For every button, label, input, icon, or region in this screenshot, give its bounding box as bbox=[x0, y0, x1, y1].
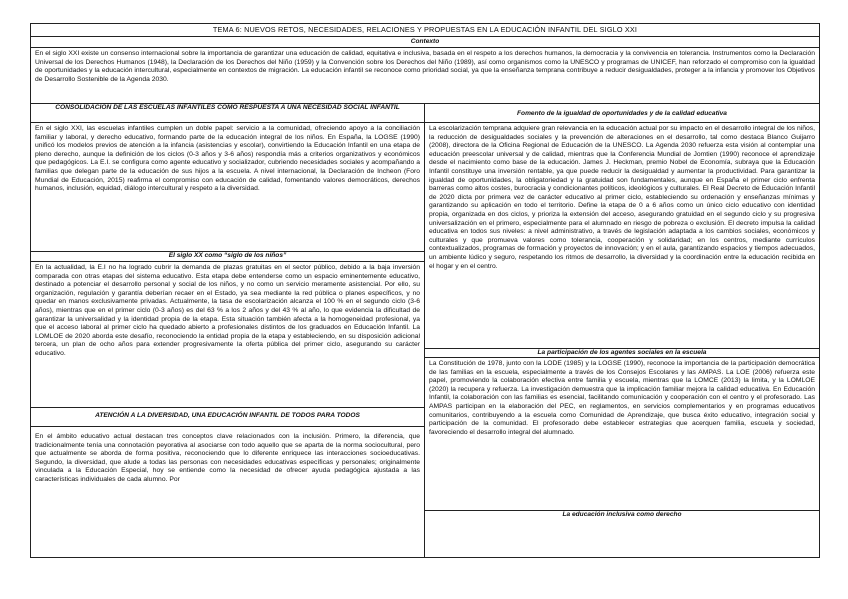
section-heading-consolidacion: CONSOLIDACIÓN DE LAS ESCUELAS INFANTILES COMO RESPUESTA A UNA NECESIDAD SOCIAL INFANTIL bbox=[31, 104, 424, 123]
spacer bbox=[425, 470, 819, 510]
section-heading-inclusiva: La educación inclusiva como derecho bbox=[425, 510, 819, 520]
section-paragraph-igualdad: La escolarización temprana adquiere gran relevancia en la educación actual por su impacto en el desarrollo integral de los niños, la reducción de desigualdades sociales y la prevención de alteraciones en el desarrollo, tal como destaca Blanco Guijarro (2008), directora de la Oficina Regional de Educación de la UNESCO. La Agenda 2030 refuerza esta visión al contemplar una educación preescolar universal y de calidad, mientras que la Conferencia Mundial de Jomtien (1990) reconoce el aprendizaje desde el nacimiento como base de la educación. James J. Heckman, premio Nobel de Economía, subraya que la Educación Infantil constituye una inversión rentable, ya que puede reducir la desigualdad y aumentar la productividad. Para garantizar la igualdad de oportunidades, la obligatoriedad y la gratuidad son fundamentales, aunque en España el primer ciclo enfrenta barreras como altos costes, burocracia y condicionantes políticos, ideológicos y culturales. El Real Decreto de Educación Infantil de 2020 dicta por primera vez de carácter educativo al primer ciclo, estableciendo su ordenación y enseñanzas mínimas y garantizando su aplicación en todo el territorio. Define la etapa de 0 a 6 años como un único ciclo educativo con identidad propia, organizada en dos ciclos, y prioriza la extensión del acceso, asegurando gratuidad en el segundo ciclo y su progresiva universalización en el primero, especialmente para el alumnado en riesgo de pobreza o exclusión. El decreto impulsa la calidad educativa en todos sus niveles: a nivel administrativo, a través de legislación adaptada a los cambios sociales, económicos y culturales y que promueva valores como tolerancia, cooperación y solidaridad; en los centros, mediante currículos contextualizados, programas de formación y proyectos de innovación; y en el aula, garantizando espacios y tiempos adecuados, un ambiente lúdico y seguro, respetando los ritmos de desarrollo, la diversidad y la coordinación entre la educación recibida en el hogar y en el centro. bbox=[429, 125, 815, 270]
section-paragraph-diversidad: En el ámbito educativo actual destacan tres conceptos clave relacionados con la inclusión. Primero, la diferencia, que tradicionalmente tenía una connotación peyorativa al asociarse con todo aquello que se aparta de la norma sociocultural, pero que actualmente se aborda de forma positiva, reconociendo que lo diferente enriquece las interacciones socioeducativas. Segundo, la diversidad, que alude a todas las personas con necesidades educativas específicas y personales; originalmente vinculada a la Educación Especial, hoy se entiende como la necesidad de ofrecer ayuda pedagógica ajustada a las características individuales de cada alumno. Por bbox=[35, 433, 420, 483]
section-paragraph-consolidacion: En el siglo XXI, las escuelas infantiles cumplen un doble papel: servicio a la comunidad, ofreciendo apoyo a la conciliación familiar y laboral, y derecho educativo, formando parte de la educación integral de los niños. En España, la LOGSE (1990) unificó los modelos previos de atención a la infancia (asistencias y escolar), convirtiendo la Educación Infantil en una etapa de pleno derecho, aunque la definición de los ciclos (0-3 años y 3-6 años) respondía más a criterios organizativos y económicos que pedagógicos. La E.I. se configura como agente educativo y socializador, cubriendo necesidades sociales y acompañando a familias que delegan parte de la educación de sus hijos a la escuela. A nivel internacional, la Declaración de Incheon (Foro Mundial de Educación, 2015) reafirma el compromiso con educación de calidad, fomentando valores democráticos, derechos humanos, inclusión, equidad, diálogo intercultural y respeto a la diversidad. bbox=[35, 125, 420, 193]
document-title: TEMA 6: NUEVOS RETOS, NECESIDADES, RELACIONES Y PROPUESTAS EN LA EDUCACIÓN INFANTIL DEL SIGLO XXI bbox=[31, 24, 819, 37]
document-sheet bbox=[30, 23, 820, 558]
context-heading: Contexto bbox=[31, 37, 819, 48]
context-paragraph: En el siglo XXI existe un consenso internacional sobre la importancia de garantizar una educación de calidad, equitativa e inclusiva, basada en el respeto a los derechos humanos, la democracia y la convivencia en tolerancia. Instrumentos como la Declaración Universal de los Derechos Humanos (1948), la Declaración de los Derechos del Niño (1959) y la Convención sobre los Derechos del Niño (1989), así como organismos como la UNESCO y programas de UNICEF, han reforzado el compromiso con la igualdad de oportunidades y la educación intercultural, especialmente en contextos de migración. La educación infantil se reconoce como prioridad social, ya que la enseñanza temprana contribuye a reducir desigualdades, proteger a la infancia y promover los Objetivos de Desarrollo Sostenible de la Agenda 2030. bbox=[31, 48, 819, 104]
two-column-body bbox=[31, 104, 819, 558]
section-heading-igualdad: Fomento de la igualdad de oportunidades y de la calidad educativa bbox=[425, 104, 819, 123]
section-heading-siglo-ninos: El siglo XX como “siglo de los niños” bbox=[31, 251, 424, 262]
section-heading-participacion: La participación de los agentes sociales en la escuela bbox=[425, 348, 819, 358]
section-paragraph-siglo-ninos: En la actualidad, la E.I no ha logrado cubrir la demanda de plazas gratuitas en el sector público, debido a la baja inversión comparada con otras etapas del sistema educativo. Esta etapa debe entenderse como un espacio eminentemente educativo, destinado a potenciar el desarrollo personal y social de los niños, y no como un servicio meramente asistencial. Por ello, su organización, regulación y garantía deberían recaer en el Estado, ya sea mediante la red pública o planes específicos, y no quedar en manos exclusivamente privadas. Actualmente, la tasa de escolarización alcanza el 100 % en el segundo ciclo (3-6 años), mientras que en el primer ciclo (0-3 años) es del 63 % a los 2 años y del 43 % al año, lo que evidencia la dificultad de garantizar la universalidad y la identidad propia de la etapa. Esta situación también afecta a la homogeneidad profesional, ya que el acceso laboral al primer ciclo ha quedado abierto a profesionales distintos de los graduados en Educación Infantil. La LOMLOE de 2020 aborda este desafío, reconociendo la entidad propia de la etapa y estableciendo, en su disposición adicional tercera, un plan de ocho años para extender progresivamente la oferta pública del primer ciclo, asegurando su carácter educativo. bbox=[35, 264, 420, 357]
section-heading-diversidad: ATENCIÓN A LA DIVERSIDAD, UNA EDUCACIÓN INFANTIL DE TODOS PARA TODOS bbox=[31, 407, 424, 427]
left-column bbox=[31, 104, 425, 558]
right-column bbox=[425, 104, 819, 558]
section-paragraph-participacion: La Constitución de 1978, junto con la LODE (1985) y la LOGSE (1990), reconoce la importancia de la participación democrática de las familias en la escuela, especialmente a través de los Consejos Escolares y las AMPAS. La LOE (2006) refuerza este papel, promoviendo la colaboración efectiva entre familia y escuela, mientras que la LOMCE (2013) la limita, y la LOMLOE (2020) la recupera y refuerza. La investigación demuestra que la implicación familiar mejora la calidad educativa. En Educación Infantil, la colaboración con las familias es esencial, facilitando comunicación y cooperación con el centro y el profesorado. Las AMPAS participan en la elaboración del PEC, en reglamentos, en servicios complementarios y en programas educativos comunitarios, contribuyendo a la escuela como Comunidad de Aprendizaje, que busca éxito educativo, integración social y participación de la comunidad. El profesorado debe establecer estrategias que acerquen familia, escuela y sociedad, favoreciendo el desarrollo integral del alumnado. bbox=[429, 360, 815, 436]
section-paragraph-inclusiva bbox=[425, 520, 819, 540]
